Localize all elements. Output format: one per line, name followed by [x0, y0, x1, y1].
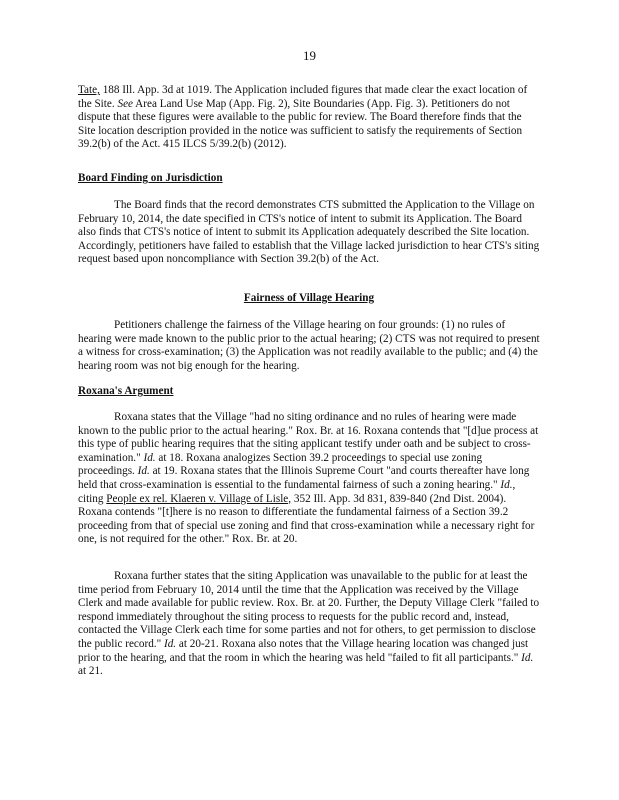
case-citation-klaeren: People ex rel. Klaeren v. Village of Lisle, — [106, 492, 292, 505]
heading-board-finding-jurisdiction: Board Finding on Jurisdiction — [78, 172, 223, 184]
paragraph-petitioners-challenge: Petitioners challenge the fairness of the Village hearing on four grounds: (1) no rules of hearing were made known to the public prior to the actual hearing; (2) CTS was not required to present a witness for cross-examination; (3) the Application was not readily available to the public; and (4) the hearing room was not big enough for the hearing. — [78, 319, 540, 372]
paragraph-roxana-further: Roxana further states that the siting Application was unavailable to the public for at least the time period from February 10, 2014 until the time that the Application was received by the Village Clerk and made available for public review. Rox. Br. at 20. Further, the Deputy Village Clerk "failed to respond immediately throughout the siting process to requests for the public record and, instead, contacted the Village Clerk each time for some parties and not for others, to get permission to disclose the public record." Id. at 20-21. Roxana also notes that the Village hearing location was changed just prior to the hearing, and that the room in which the hearing was held "failed to fit all participants." Id. at 21. — [78, 570, 540, 678]
paragraph-board-finding: The Board finds that the record demonstrates CTS submitted the Application to the Village on February 10, 2014, the date specified in CTS's notice of intent to submit its Application. The Board also finds that CTS's notice of intent to submit its Application adequately described the Site location. Accordingly, petitioners have failed to establish that the Village lacked jurisdiction to hear CTS's siting request based upon noncompliance with Section 39.2(b) of the Act. — [78, 199, 540, 266]
paragraph-site-location: Tate, 188 Ill. App. 3d at 1019. The Application included figures that made clear the exact location of the Site. See Area Land Use Map (App. Fig. 2), Site Boundaries (App. Fig. 3). Petitioners do not dispute that these figures were available to the public for review. The Board therefore finds that the Site location description provided in the notice was sufficient to satisfy the requirements of Section 39.2(b) of the Act. 415 ILCS 5/39.2(b) (2012). — [78, 84, 528, 151]
heading-roxanas-argument: Roxana's Argument — [78, 385, 174, 397]
paragraph-roxana-states: Roxana states that the Village "had no siting ordinance and no rules of hearing were made known to the public prior to the actual hearing." Rox. Br. at 16. Roxana contends that "[d]ue process at this type of public hearing requires that the siting applicant testify under oath and be subject to cross-examination." Id. at 18. Roxana analogizes Section 39.2 proceedings to special use zoning proceedings. Id. at 19. Roxana states that the Illinois Supreme Court "and courts thereafter have long held that cross-examination is essential to the fundamental fairness of such a zoning hearing." Id., citing People ex rel. Klaeren v. Village of Lisle, 352 Ill. App. 3d 831, 839-840 (2nd Dist. 2004). Roxana contends "[t]here is no reason to differentiate the fundamental fairness of a Section 39.2 proceeding from that of special use zoning and find that cross-examination while a necessary right for one, is not required for the other." Rox. Br. at 20. — [78, 411, 539, 546]
case-citation-tate: Tate, — [78, 84, 100, 96]
heading-fairness-village-hearing: Fairness of Village Hearing — [243, 292, 375, 304]
page-number: 19 — [303, 48, 316, 63]
